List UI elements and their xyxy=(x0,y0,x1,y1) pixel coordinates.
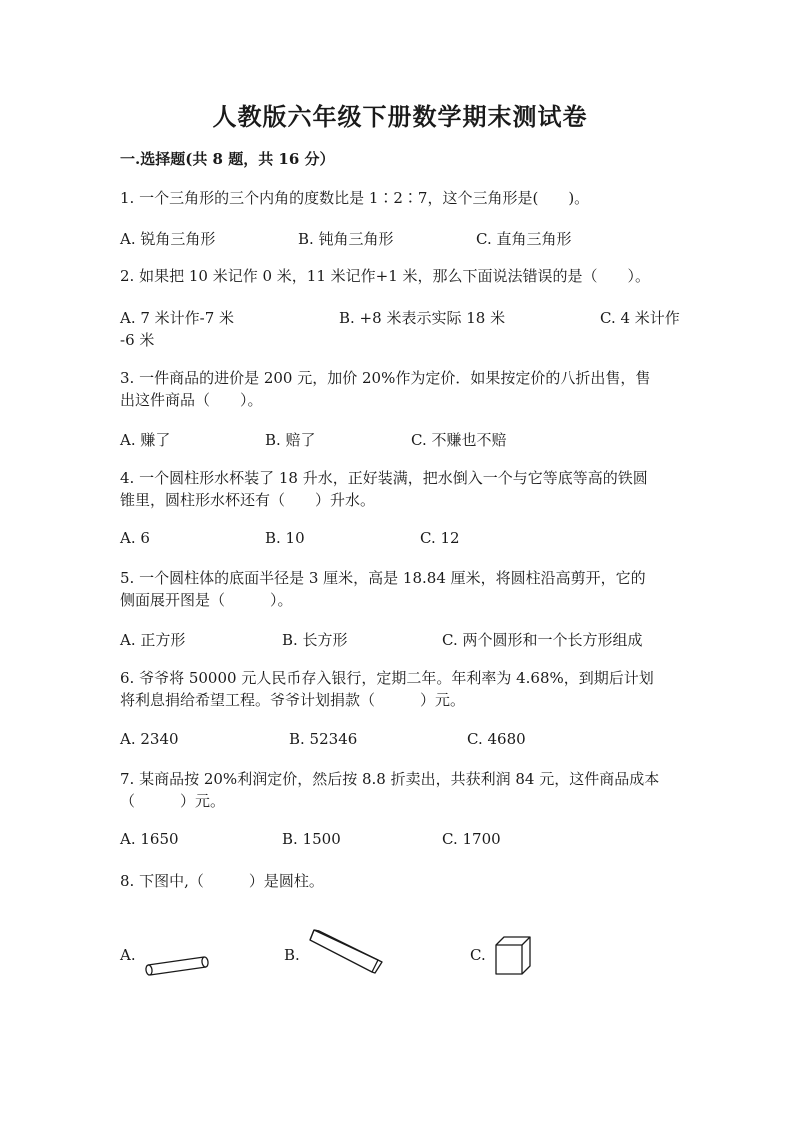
question-6-option-a: A. 2340 xyxy=(120,730,179,748)
question-1-text: 1. 一个三角形的三个内角的度数比是 1∶2∶7，这个三角形是( )。 xyxy=(120,189,590,207)
question-2-option-a: A. 7 米计作-7 米 xyxy=(120,309,235,327)
question-3-text-line-1: 3. 一件商品的进价是 200 元，加价 20%作为定价．如果按定价的八折出售，售 xyxy=(120,369,651,387)
question-4-option-c: C. 12 xyxy=(420,529,460,547)
question-4-option-b: B. 10 xyxy=(265,529,305,547)
question-8-option-c: C. xyxy=(470,946,486,964)
question-4-text-line-2: 锥里，圆柱形水杯还有（ ）升水。 xyxy=(120,491,376,509)
question-2-option-b: B. +8 米表示实际 18 米 xyxy=(339,309,506,327)
question-6-text-line-1: 6. 爷爷将 50000 元人民币存入银行，定期二年。年利率为 4.68%，到期后计划 xyxy=(120,669,654,687)
question-3-text-line-2: 出这件商品（ ）。 xyxy=(120,391,263,409)
cube-figure xyxy=(490,934,536,978)
question-6-option-c: C. 4680 xyxy=(467,730,526,748)
question-1-option-c: C. 直角三角形 xyxy=(476,230,572,248)
page-title: 人教版六年级下册数学期末测试卷 xyxy=(212,102,588,131)
question-1-option-a: A. 锐角三角形 xyxy=(120,230,216,248)
question-7-text-line-2: （ ）元。 xyxy=(120,792,226,810)
question-4-text-line-1: 4. 一个圆柱形水杯装了 18 升水，正好装满，把水倒入一个与它等底等高的铁圆 xyxy=(120,469,648,487)
question-8-option-b: B. xyxy=(284,946,300,964)
question-3-option-a: A. 赚了 xyxy=(120,431,171,449)
question-3-option-b: B. 赔了 xyxy=(265,431,316,449)
question-2-option-c-continued: -6 米 xyxy=(120,331,155,349)
question-7-option-a: A. 1650 xyxy=(120,830,179,848)
question-7-option-c: C. 1700 xyxy=(442,830,501,848)
question-5-text-line-1: 5. 一个圆柱体的底面半径是 3 厘米，高是 18.84 厘米，将圆柱沿高剪开，它的 xyxy=(120,569,646,587)
question-1-option-b: B. 钝角三角形 xyxy=(298,230,394,248)
question-5-option-c: C. 两个圆形和一个长方形组成 xyxy=(442,631,643,649)
question-2-option-c: C. 4 米计作 xyxy=(600,309,680,327)
question-6-option-b: B. 52346 xyxy=(289,730,358,748)
question-5-option-a: A. 正方形 xyxy=(120,631,186,649)
question-8-option-a: A. xyxy=(120,946,136,964)
question-5-option-b: B. 长方形 xyxy=(282,631,348,649)
question-7-text-line-1: 7. 某商品按 20%利润定价，然后按 8.8 折卖出，共获利润 84 元，这件商品成本 xyxy=(120,770,660,788)
triangular-prism-figure xyxy=(302,926,384,980)
question-5-text-line-2: 侧面展开图是（ ）。 xyxy=(120,591,293,609)
question-3-option-c: C. 不赚也不赔 xyxy=(411,431,507,449)
question-7-option-b: B. 1500 xyxy=(282,830,341,848)
cylinder-figure xyxy=(140,948,215,982)
question-8-text: 8. 下图中,（ ）是圆柱。 xyxy=(120,872,324,890)
question-4-option-a: A. 6 xyxy=(120,529,150,547)
section-heading: 一.选择题(共 8 题，共 16 分） xyxy=(120,150,335,168)
question-6-text-line-2: 将利息捐给希望工程。爷爷计划捐款（ ）元。 xyxy=(120,691,466,709)
question-2-text: 2. 如果把 10 米记作 0 米，11 米记作+1 米，那么下面说法错误的是（ ）。 xyxy=(120,267,651,285)
